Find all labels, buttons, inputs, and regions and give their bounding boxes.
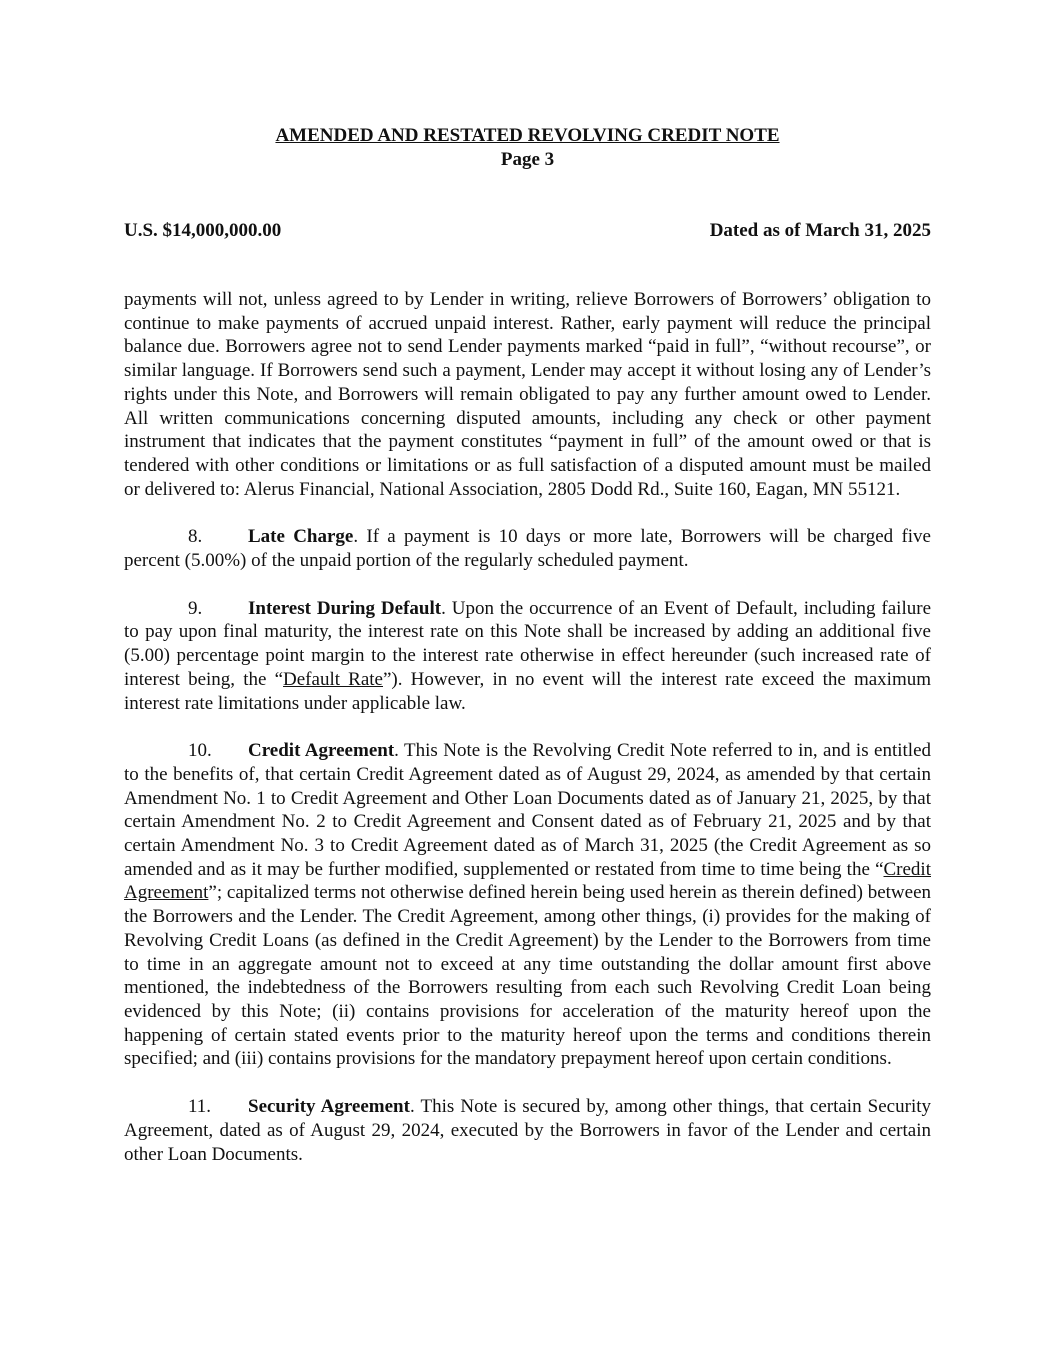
section-9-text-a: . Upon the occurrence of an Event of Default, including failure to pay upon final maturity, the interest rate on this Note shall be increased by adding an additional five (5.00) percentage point margin to the interest rate otherwise in effect hereunder (such increased rate of interest being, the “ [124,597,931,690]
section-9-text-b: ”). However, in no event will the interest rate exceed the maximum interest rate limitations under applicable law. [124,668,932,714]
section-9 [124,597,931,716]
document-body [124,288,931,1166]
section-8-text: . If a payment is 10 days or more late, Borrowers will be charged five percent (5.00%) of the unpaid portion of the regularly scheduled payment. [124,526,931,572]
section-11 [124,1095,931,1166]
section-11-text: . This Note is secured by, among other things, that certain Security Agreement, dated as of August 29, 2024, executed by the Borrowers in favor of the Lender and certain other Loan Documents. [124,1096,932,1165]
page-label: Page 3 [500,149,555,170]
section-11-heading: Security Agreement [248,1096,410,1118]
document-title: AMENDED AND RESTATED REVOLVING CREDIT NOTE [275,125,780,146]
section-9-heading: Interest During Default [248,597,442,619]
section-8 [124,525,931,572]
note-amount: U.S. $14,000,000.00 [124,220,282,241]
section-8-heading: Late Charge [248,526,354,548]
intro-paragraph: payments will not, unless agreed to by Lender in writing, relieve Borrowers of Borrowers’ obligation to continue to make payments of accrued unpaid interest. Rather, early payment will reduce the principal balance due. Borrowers agree not to send Lender payments marked “paid in full”, “without recourse”, or similar language. If Borrowers send such a payment, Lender may accept it without losing any of Lender’s rights under this Note, and Borrowers will remain obligated to pay any further amount owed to Lender. All written communications concerning disputed amounts, including any check or other payment instrument that indicates that the payment constitutes “payment in full” of the amount owed or that is tendered with other conditions or limitations or as full satisfaction of a disputed amount must be mailed or delivered to: Alerus Financial, National Association, 2805 Dodd Rd., Suite 160, Eagan, MN 55121. [124,289,931,500]
credit-agreement-term: Credit Agreement [124,858,931,904]
note-date: Dated as of March 31, 2025 [709,220,931,241]
default-rate-term: Default Rate [283,668,383,690]
section-11-number: 11. [188,1096,212,1118]
section-10-number: 10. [188,740,212,762]
section-10-text-b: ”; capitalized terms not otherwise defined herein being used herein as therein defined) between the Borrowers and the Lender. The Credit Agreement, among other things, (i) provides for the making of Revolving Credit Loans (as defined in the Credit Agreement) by the Lender to the Borrowers from time to time in an aggregate amount not to exceed at any time outstanding the dollar amount first above mentioned, the indebtedness of the Borrowers resulting from each such Revolving Credit Loan being evidenced by this Note; (ii) contains provisions for acceleration of the maturity hereof upon the happening of certain stated events prior to the maturity hereof upon the terms and conditions therein specified; and (iii) contains provisions for the mandatory prepayment hereof upon certain conditions. [124,882,931,1070]
document-page [124,124,931,1190]
document-title-block [124,124,931,172]
section-10-text-a: . This Note is the Revolving Credit Note referred to in, and is entitled to the benefits of, that certain Credit Agreement dated as of August 29, 2024, as amended by that certain Amendment No. 1 to Credit Agreement and Other Loan Documents dated as of January 21, 2025, by that certain Amendment No. 2 to Credit Agreement and Consent dated as of February 21, 2025 and by that certain Amendment No. 3 to Credit Agreement dated as of March 31, 2025 (the Credit Agreement as so amended and as it may be further modified, supplemented or restated from time to time being the “ [124,740,932,880]
section-9-number: 9. [188,597,203,619]
section-10-heading: Credit Agreement [248,740,395,762]
note-header-row [124,219,931,243]
section-10 [124,739,931,1071]
section-8-number: 8. [188,526,203,548]
